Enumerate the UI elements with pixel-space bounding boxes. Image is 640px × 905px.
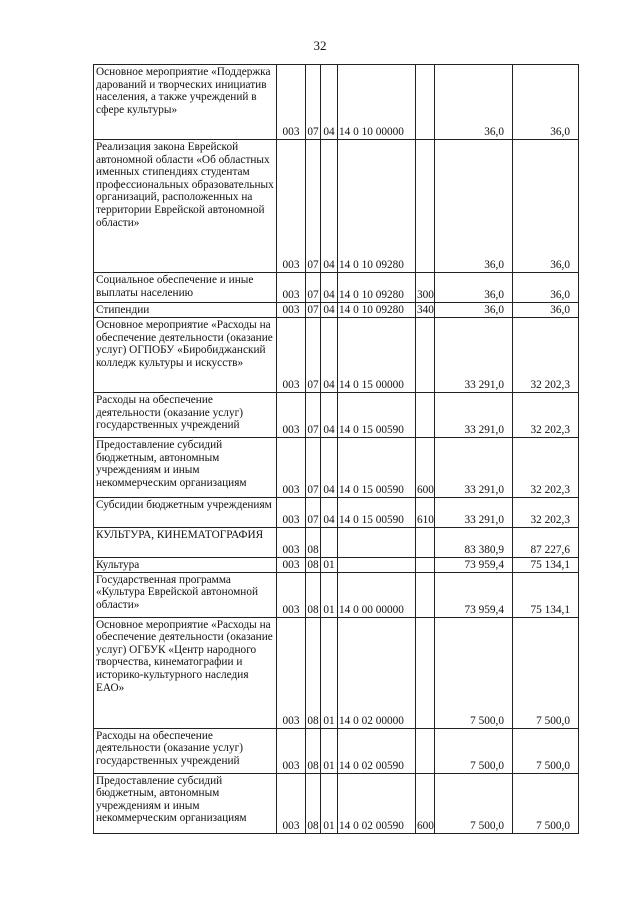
- subsection-code: 01: [321, 558, 338, 573]
- amount-year-1: 36,0: [435, 65, 513, 140]
- amount-year-2: 32 202,3: [513, 498, 579, 528]
- table-row: [94, 728, 579, 773]
- expense-type-code: [416, 318, 435, 393]
- table-row: [94, 438, 579, 498]
- row-name: Расходы на обеспечение деятельности (оказание услуг) государственных учреждений: [94, 728, 277, 773]
- amount-year-2: 32 202,3: [513, 318, 579, 393]
- row-name: Стипендии: [94, 303, 277, 318]
- expense-type-code: [416, 140, 435, 273]
- table-body: [94, 65, 579, 834]
- section-code: 08: [307, 559, 319, 571]
- amount-year-1: 7 500,0: [435, 773, 513, 833]
- budget-table: [93, 64, 579, 834]
- section-code: 08: [306, 617, 321, 728]
- section-code: 08: [306, 528, 321, 558]
- row-name: Социальное обеспечение и иные выплаты населению: [94, 273, 277, 303]
- section-code: 07: [306, 140, 321, 273]
- amount-year-1: 73 959,4: [435, 572, 513, 617]
- target-article-code: 14 0 10 09280: [338, 273, 416, 303]
- expense-type-code: 600: [416, 773, 435, 833]
- amount-year-2: 32 202,3: [513, 438, 579, 498]
- section-code: 07: [306, 273, 321, 303]
- section-code: 07: [306, 498, 321, 528]
- target-article-code: 14 0 00 00000: [338, 572, 416, 617]
- ministry-code: 003: [277, 303, 306, 318]
- table-row: [94, 303, 579, 318]
- section-code: 07: [307, 304, 319, 317]
- amount-year-2: 32 202,3: [513, 393, 579, 438]
- amount-year-2: 7 500,0: [513, 728, 579, 773]
- section-code: 08: [306, 773, 321, 833]
- row-name: Основное мероприятие «Расходы на обеспечение деятельности (оказание услуг) ОГПОБУ «Биробиджанский колледж культуры и искусств»: [94, 318, 277, 393]
- subsection-code: 01: [321, 728, 338, 773]
- target-article-code: [338, 528, 416, 558]
- ministry-code: 003: [277, 318, 306, 393]
- amount-year-2: 7 500,0: [513, 773, 579, 833]
- row-name: Основное мероприятие «Поддержка дарований и творческих инициатив населения, а также учреждений в сфере культуры»: [94, 65, 277, 140]
- ministry-code: 003: [277, 773, 306, 833]
- ministry-code: 003: [277, 728, 306, 773]
- table-row: [94, 393, 579, 438]
- table-row: [94, 558, 579, 573]
- ministry-code: 003: [277, 528, 306, 558]
- expense-type-code: [416, 65, 435, 140]
- expense-type-code: [416, 617, 435, 728]
- subsection-code: 01: [321, 572, 338, 617]
- target-article-code: 14 0 10 09280: [338, 140, 416, 273]
- section-code: 08: [306, 728, 321, 773]
- row-name: Государственная программа «Культура Еврейской автономной области»: [94, 572, 277, 617]
- row-name: Предоставление субсидий бюджетным, автономным учреждениям и иным некоммерческим организациям: [94, 773, 277, 833]
- expense-type-code: [416, 558, 435, 573]
- target-article-code: [338, 558, 416, 573]
- amount-year-1: 7 500,0: [435, 617, 513, 728]
- amount-year-2: 75 134,1: [513, 572, 579, 617]
- target-article-code: 14 0 15 00590: [338, 393, 416, 438]
- expense-type-code: [416, 728, 435, 773]
- amount-year-2: 7 500,0: [513, 617, 579, 728]
- table-row: [94, 498, 579, 528]
- row-name: Реализация закона Еврейской автономной области «Об областных именных стипендиях студентам профессиональных образовательных организаций, расположенных на территории Еврейской автономной области»: [94, 140, 277, 273]
- amount-year-1: 36,0: [435, 273, 513, 303]
- ministry-code: 003: [277, 498, 306, 528]
- expense-type-code: 300: [416, 273, 435, 303]
- subsection-code: 04: [321, 438, 338, 498]
- expense-type-code: 610: [416, 498, 435, 528]
- row-name: Предоставление субсидий бюджетным, автономным учреждениям и иным некоммерческим организациям: [94, 438, 277, 498]
- amount-year-1: 33 291,0: [435, 498, 513, 528]
- amount-year-1: 36,0: [435, 140, 513, 273]
- target-article-code: 14 0 15 00000: [338, 318, 416, 393]
- ministry-code: 003: [277, 273, 306, 303]
- target-article-code: 14 0 15 00590: [338, 498, 416, 528]
- subsection-code: 04: [321, 140, 338, 273]
- amount-year-2: 36,0: [513, 140, 579, 273]
- amount-year-2: 36,0: [513, 273, 579, 303]
- subsection-code: 04: [321, 393, 338, 438]
- amount-year-1: 83 380,9: [435, 528, 513, 558]
- table-row: [94, 528, 579, 558]
- target-article-code: 14 0 10 09280: [338, 303, 416, 318]
- subsection-code: [321, 528, 338, 558]
- subsection-code: 04: [321, 318, 338, 393]
- table-row: [94, 572, 579, 617]
- subsection-code: 04: [321, 65, 338, 140]
- subsection-code: 01: [321, 773, 338, 833]
- row-name: Субсидии бюджетным учреждениям: [94, 498, 277, 528]
- expense-type-code: [416, 572, 435, 617]
- target-article-code: 14 0 02 00590: [338, 728, 416, 773]
- table-row: [94, 140, 579, 273]
- expense-type-code: 340: [417, 304, 434, 317]
- ministry-code: 003: [277, 558, 306, 573]
- ministry-code: 003: [277, 65, 306, 140]
- table-row: [94, 273, 579, 303]
- subsection-code: 04: [321, 273, 338, 303]
- row-name: Расходы на обеспечение деятельности (оказание услуг) государственных учреждений: [94, 393, 277, 438]
- ministry-code: 003: [277, 438, 306, 498]
- section-code: 07: [306, 393, 321, 438]
- section-code: 07: [306, 65, 321, 140]
- ministry-code: 003: [277, 393, 306, 438]
- expense-type-code: 600: [416, 438, 435, 498]
- amount-year-1: 36,0: [435, 303, 513, 318]
- page-number: 32: [313, 38, 327, 53]
- subsection-code: 01: [321, 617, 338, 728]
- amount-year-1: 33 291,0: [435, 438, 513, 498]
- amount-year-1: 33 291,0: [435, 393, 513, 438]
- ministry-code: 003: [277, 617, 306, 728]
- section-code: 07: [306, 318, 321, 393]
- ministry-code: 003: [277, 140, 306, 273]
- target-article-code: 14 0 02 00000: [338, 617, 416, 728]
- amount-year-1: 7 500,0: [435, 728, 513, 773]
- amount-year-2: 36,0: [513, 303, 579, 318]
- target-article-code: 14 0 02 00590: [338, 773, 416, 833]
- row-name: КУЛЬТУРА, КИНЕМАТОГРАФИЯ: [94, 528, 277, 558]
- expense-type-code: [416, 393, 435, 438]
- expense-type-code: [416, 528, 435, 558]
- section-code: 08: [306, 572, 321, 617]
- subsection-code: 04: [321, 303, 338, 318]
- target-article-code: 14 0 15 00590: [338, 438, 416, 498]
- table-row: [94, 65, 579, 140]
- amount-year-2: 87 227,6: [513, 528, 579, 558]
- section-code: 07: [306, 438, 321, 498]
- row-name: Культура: [94, 558, 277, 573]
- amount-year-2: 36,0: [513, 65, 579, 140]
- amount-year-1: 33 291,0: [435, 318, 513, 393]
- subsection-code: 04: [321, 498, 338, 528]
- table-row: [94, 617, 579, 728]
- row-name: Основное мероприятие «Расходы на обеспечение деятельности (оказание услуг) ОГБУК «Центр народного творчества, кинематографии и историко-культурного наследия ЕАО»: [94, 617, 277, 728]
- table-row: [94, 773, 579, 833]
- table-row: [94, 318, 579, 393]
- amount-year-1: 73 959,4: [435, 558, 513, 573]
- amount-year-2: 75 134,1: [513, 558, 579, 573]
- target-article-code: 14 0 10 00000: [338, 65, 416, 140]
- ministry-code: 003: [277, 572, 306, 617]
